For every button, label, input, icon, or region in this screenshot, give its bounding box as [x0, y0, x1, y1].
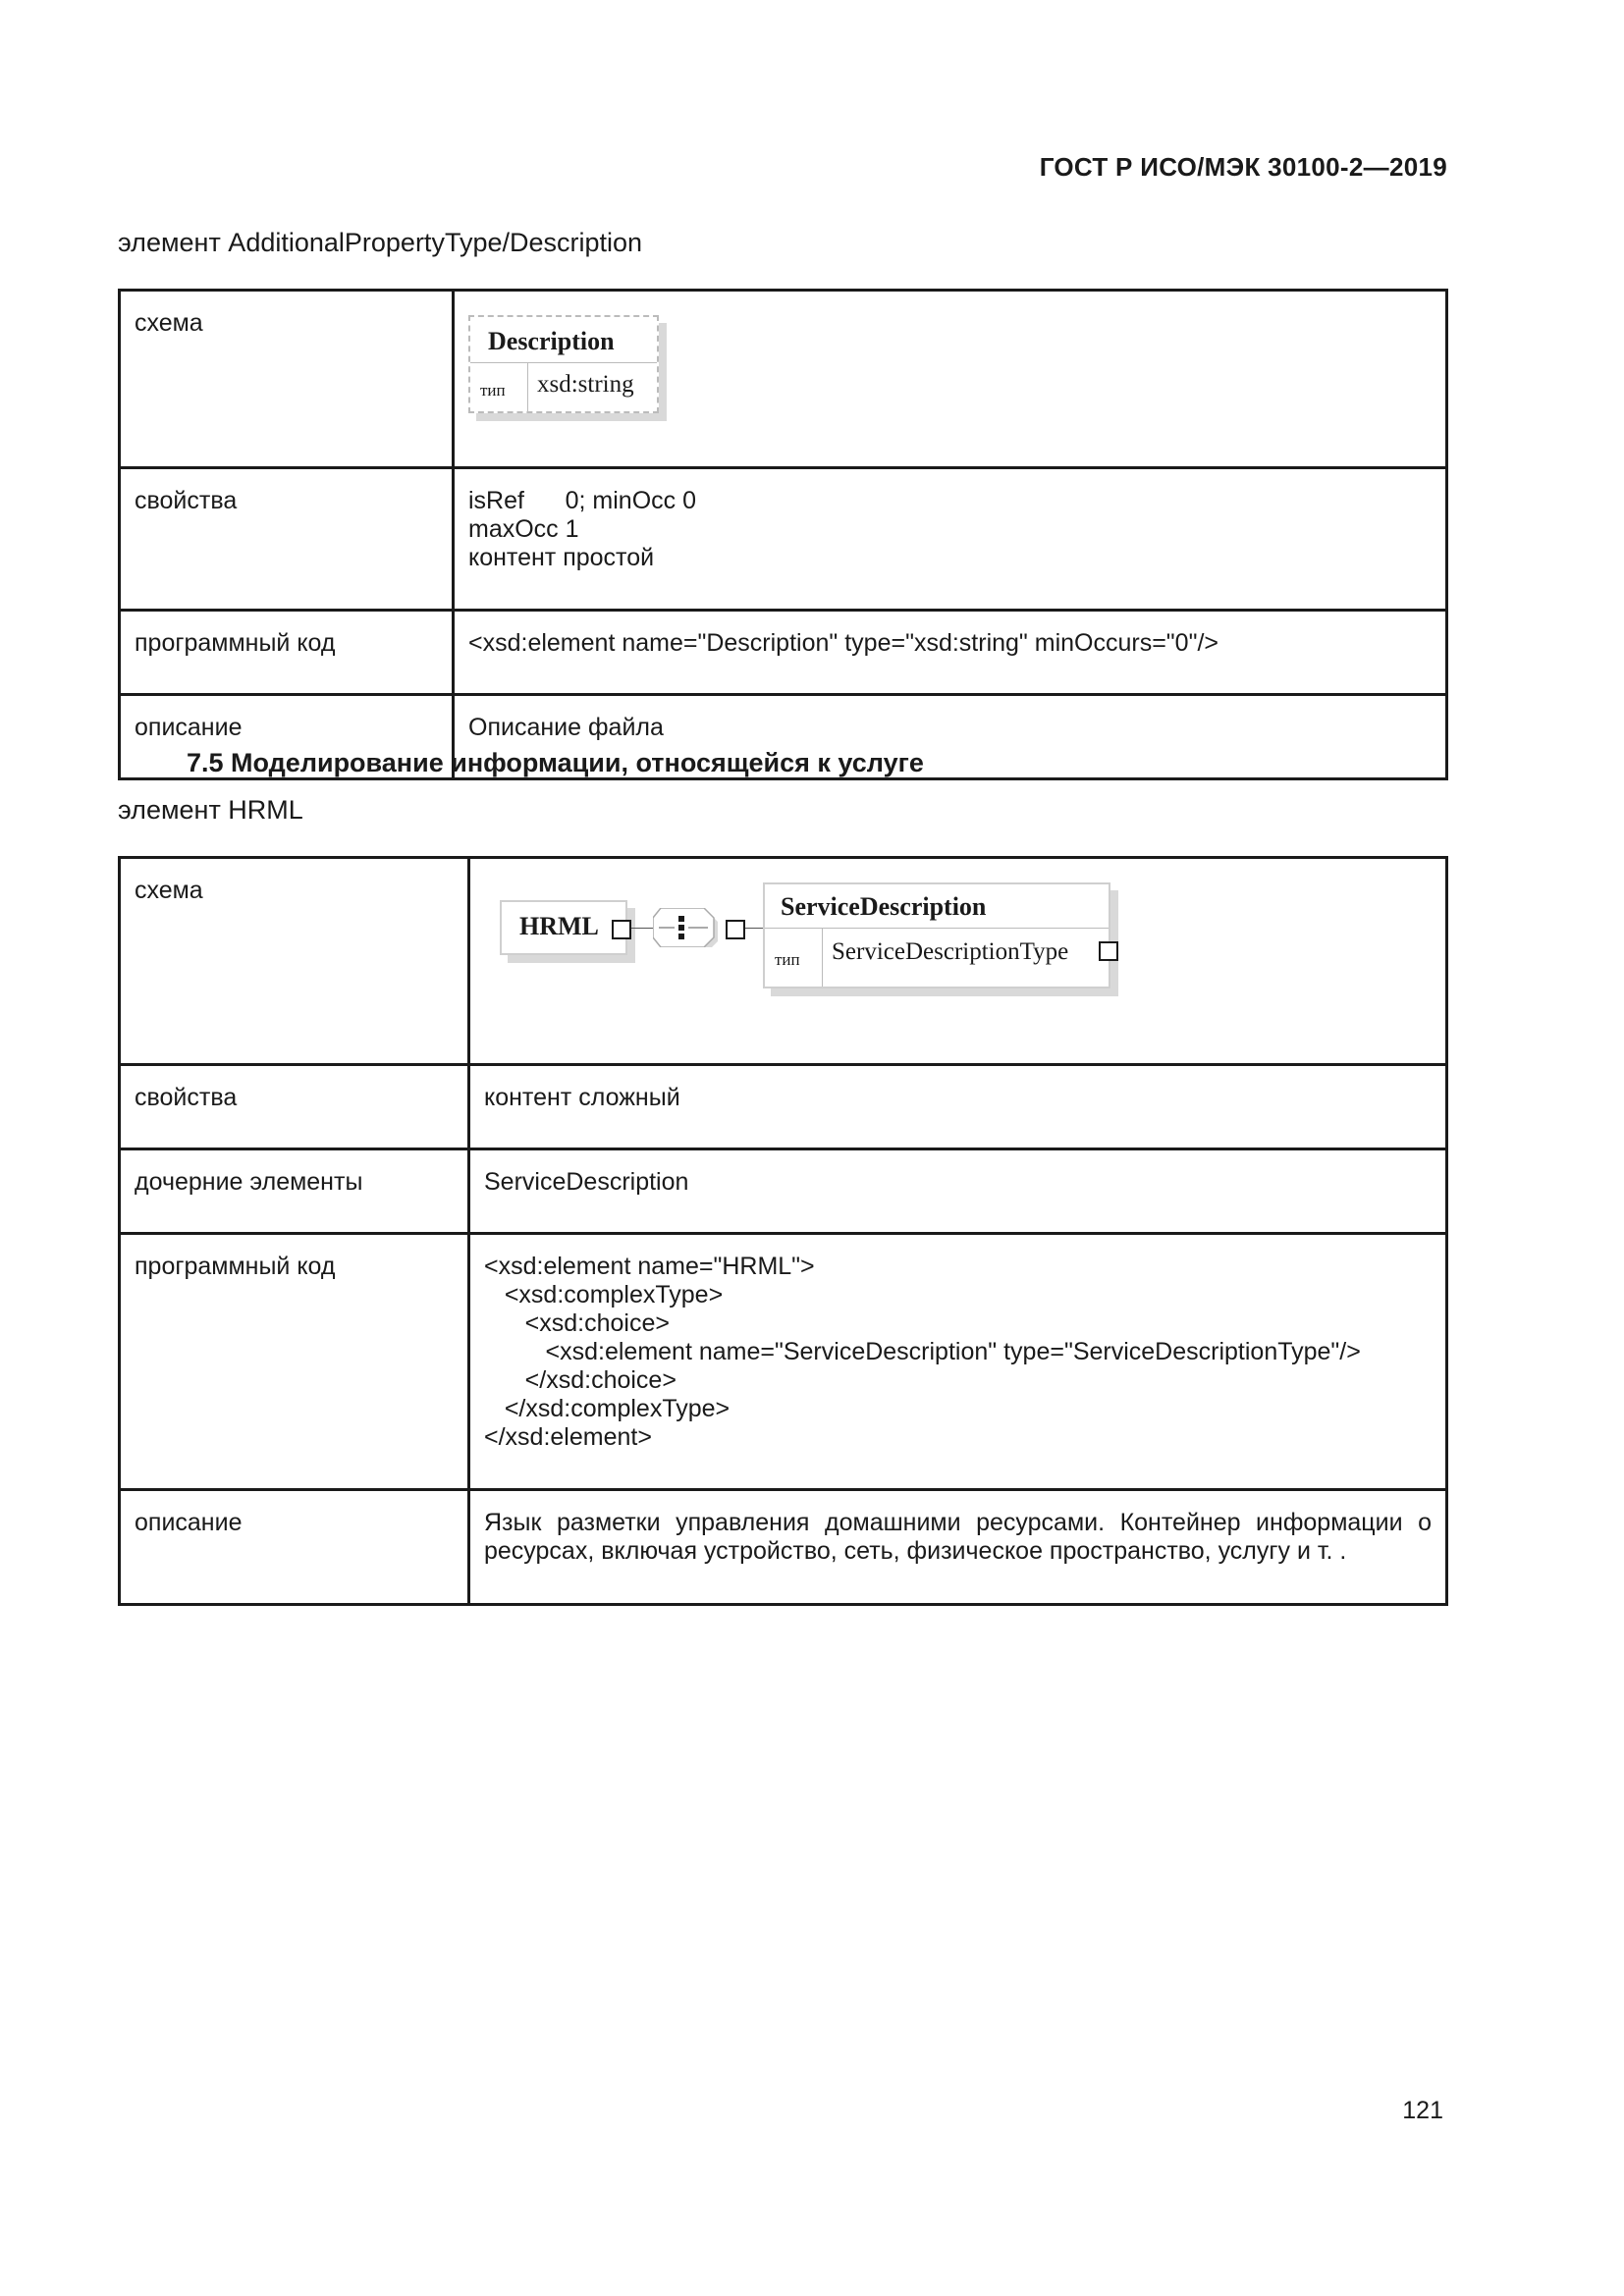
node-divider-vertical	[527, 362, 528, 411]
node-divider	[470, 362, 657, 363]
property-line: isRef 0; minOcc 0	[468, 487, 697, 514]
hrml-node	[500, 900, 627, 955]
section-heading: 7.5 Моделирование информации, относящейся к услуге	[187, 748, 924, 777]
description-diagram	[468, 309, 1432, 427]
description-cell: Язык разметки управления домашними ресурсами. Контейнер информации о ресурсах, включая устройство, сеть, физическое пространство, услугу и т. .	[469, 1490, 1447, 1605]
property-line: maxOcc 1	[468, 515, 579, 543]
standard-header: ГОСТ Р ИСО/МЭК 30100-2—2019	[1039, 152, 1447, 182]
properties-cell: контент сложный	[469, 1065, 1447, 1149]
table-row	[120, 1234, 1447, 1490]
code-line: <xsd:element name="ServiceDescription" type="ServiceDescriptionType"/>	[484, 1338, 1361, 1365]
properties-label: свойства	[120, 468, 454, 611]
property-line: контент простой	[468, 544, 655, 571]
node-divider	[765, 928, 1109, 929]
connector-line	[631, 928, 655, 929]
description-element-table	[118, 289, 1448, 780]
schema-diagram-cell	[454, 291, 1447, 468]
description-label: описание	[120, 695, 454, 779]
code-line: <xsd:element name="HRML">	[484, 1253, 815, 1280]
table-row	[120, 858, 1447, 1065]
hrml-element-table	[118, 856, 1448, 1606]
expand-box-icon	[726, 920, 745, 939]
code-cell	[469, 1234, 1447, 1490]
table-row	[120, 1149, 1447, 1234]
code-line: </xsd:complexType>	[484, 1395, 731, 1422]
schema-label: схема	[120, 291, 454, 468]
description-cell: Описание файла	[454, 695, 1447, 779]
code-cell: <xsd:element name="Description" type="xsd:string" minOccurs="0"/>	[454, 611, 1447, 695]
choice-compositor-icon	[653, 908, 718, 947]
table-row	[120, 291, 1447, 468]
code-line: <xsd:choice>	[484, 1309, 670, 1337]
node-name: HRML	[519, 912, 599, 940]
element-title-hrml: элемент HRML	[118, 795, 303, 825]
page-number: 121	[1402, 2097, 1443, 2124]
code-label: программный код	[120, 1234, 469, 1490]
code-label: программный код	[120, 611, 454, 695]
table-row	[120, 611, 1447, 695]
code-line: </xsd:choice>	[484, 1366, 677, 1394]
table-row	[120, 1490, 1447, 1605]
children-label: дочерние элементы	[120, 1149, 469, 1234]
table-row	[120, 1065, 1447, 1149]
description-node	[468, 315, 659, 413]
description-label: описание	[120, 1490, 469, 1605]
children-cell: ServiceDescription	[469, 1149, 1447, 1234]
node-name: Description	[488, 327, 615, 355]
code-line: <xsd:complexType>	[484, 1281, 724, 1308]
table-row	[120, 468, 1447, 611]
node-type-value: ServiceDescriptionType	[832, 938, 1069, 965]
properties-cell	[454, 468, 1447, 611]
hrml-diagram	[484, 877, 1432, 1024]
service-description-node	[763, 882, 1110, 988]
schema-label: схема	[120, 858, 469, 1065]
expand-box-icon	[1099, 941, 1118, 961]
properties-label: свойства	[120, 1065, 469, 1149]
expand-box-icon	[612, 920, 631, 939]
node-divider-vertical	[822, 928, 823, 987]
element-title-description: элемент AdditionalPropertyType/Description	[118, 228, 643, 257]
schema-diagram-cell	[469, 858, 1447, 1065]
node-type-label: тип	[775, 950, 800, 969]
node-type-value: xsd:string	[537, 371, 634, 398]
connector-line	[745, 928, 763, 929]
node-name: ServiceDescription	[781, 892, 987, 921]
node-type-label: тип	[480, 381, 506, 400]
code-line: </xsd:element>	[484, 1423, 652, 1451]
